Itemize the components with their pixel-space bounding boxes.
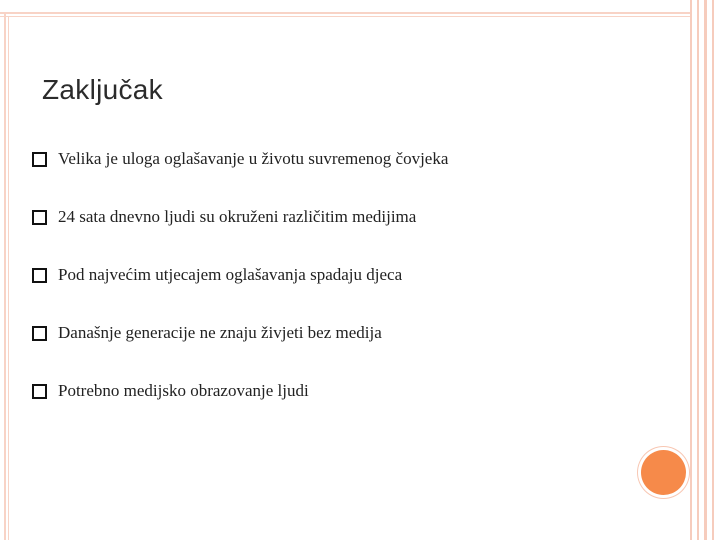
right-stripe-4 — [712, 0, 714, 540]
bullet-text: 24 sata dnevno ljudi su okruženi različitim medijima — [58, 207, 417, 226]
bullet-item — [32, 246, 672, 304]
frame-left-line — [4, 12, 6, 540]
right-stripe-1 — [690, 0, 692, 540]
right-stripe-3 — [704, 0, 707, 540]
bullet-text: Pod najvećim utjecajem oglašavanja spadaju djeca — [58, 265, 403, 284]
square-bullet-icon — [32, 325, 48, 341]
bullet-item — [32, 130, 672, 188]
orange-circle-decoration — [641, 450, 686, 495]
frame-top-line-inner — [0, 16, 690, 17]
frame-left-line-inner — [8, 16, 9, 540]
bullet-list — [32, 130, 672, 420]
square-bullet-icon — [32, 267, 48, 283]
bullet-text: Potrebno medijsko obrazovanje ljudi — [58, 381, 309, 400]
bullet-text: Današnje generacije ne znaju živjeti bez medija — [58, 323, 382, 342]
bullet-text: Velika je uloga oglašavanje u životu suvremenog čovjeka — [58, 149, 449, 168]
frame-top-line — [0, 12, 690, 14]
bullet-item — [32, 304, 672, 362]
bullet-item — [32, 362, 672, 420]
bullet-item — [32, 188, 672, 246]
slide-title: Zaključak — [42, 74, 163, 105]
right-stripe-2 — [697, 0, 699, 540]
square-bullet-icon — [32, 151, 48, 167]
square-bullet-icon — [32, 383, 48, 399]
square-bullet-icon — [32, 209, 48, 225]
